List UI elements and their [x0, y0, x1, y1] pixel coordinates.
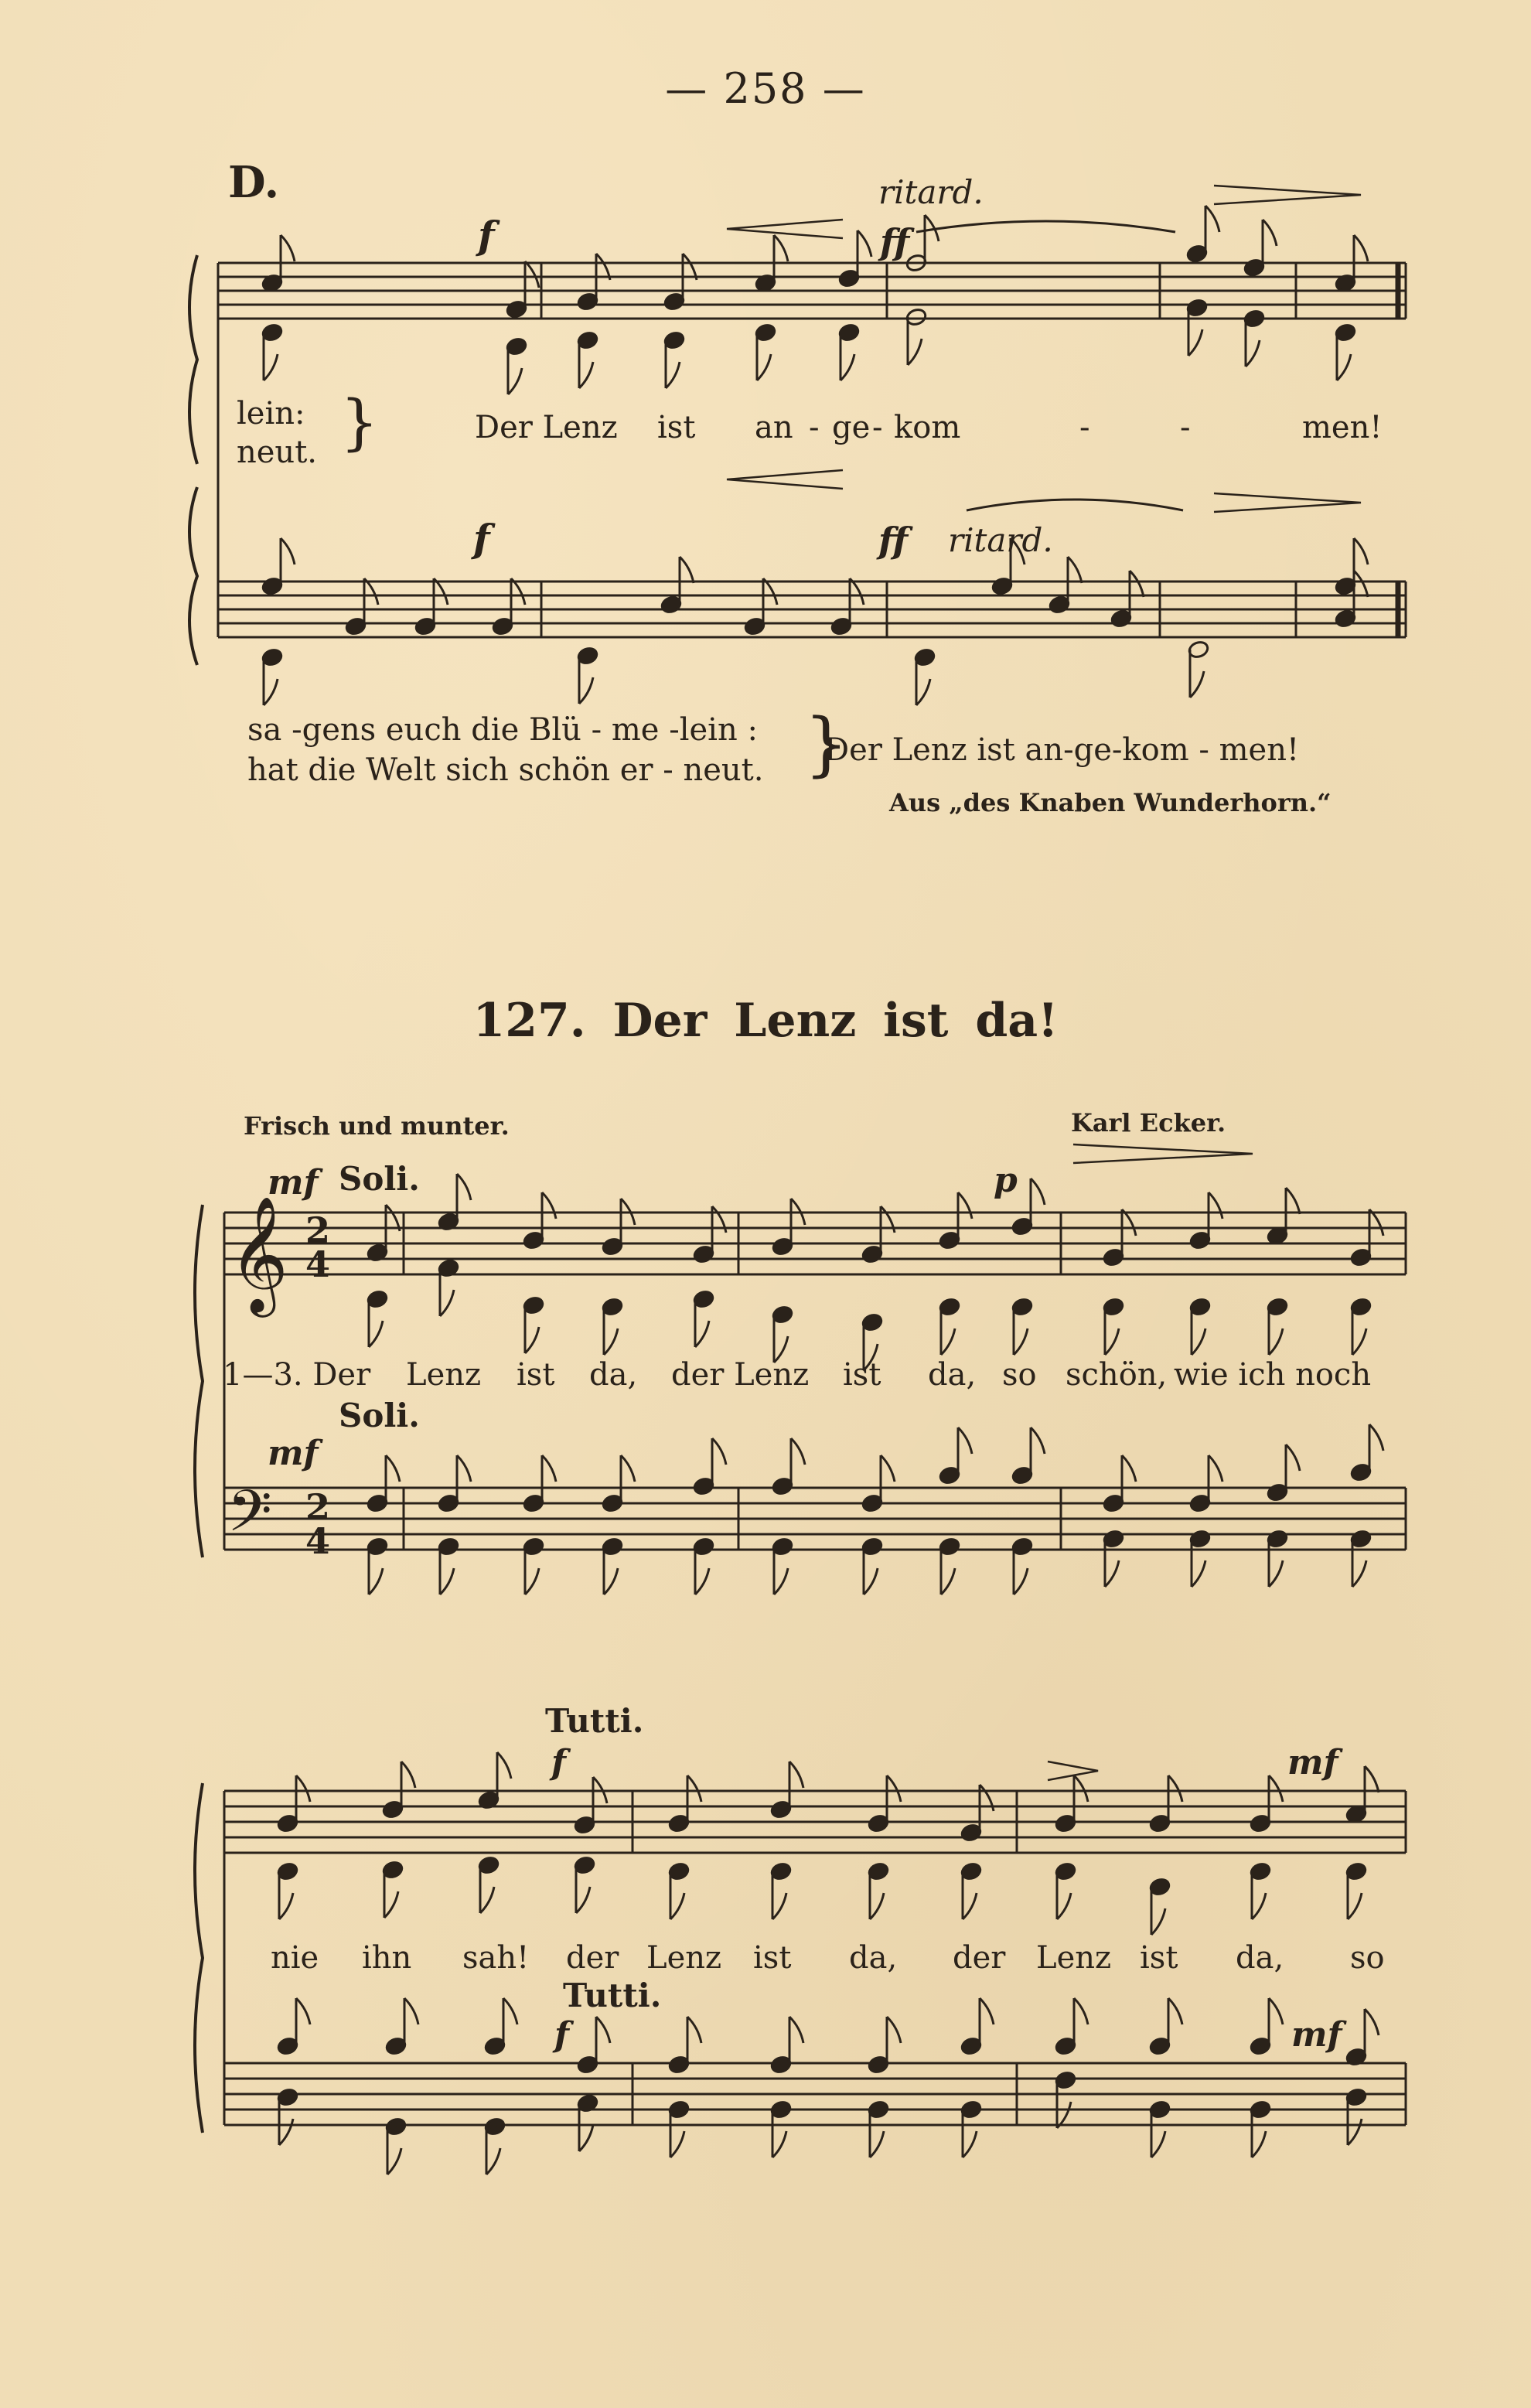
note-flag — [542, 1192, 556, 1219]
note-flag — [387, 2148, 401, 2174]
note-flag — [525, 1327, 539, 1353]
note-flag — [1130, 571, 1144, 597]
verse-end-1: lein: — [237, 396, 305, 431]
lyric-word: da, — [1236, 1940, 1284, 1976]
note-flag — [1014, 1328, 1028, 1355]
lyric-word: ist — [843, 1357, 881, 1393]
dynamic-ff: ff — [880, 221, 910, 263]
note-flag — [369, 1321, 383, 1347]
refrain-word: - — [1180, 410, 1191, 445]
system-brace — [189, 487, 197, 665]
soli-label: Soli. — [339, 1160, 420, 1198]
note-flag — [404, 1998, 418, 2024]
note-flag — [604, 1328, 618, 1355]
note-flag — [1105, 1560, 1119, 1587]
lyric-word: ihn — [362, 1940, 412, 1976]
note-flag — [281, 538, 295, 564]
note-flag — [881, 1455, 895, 1482]
note-flag — [774, 1568, 788, 1595]
dynamic-f: f — [478, 213, 495, 258]
lyric-word: wie ich noch — [1174, 1357, 1372, 1393]
note-flag — [621, 1455, 635, 1482]
slur — [967, 500, 1183, 510]
note-flag — [680, 557, 694, 583]
note-flag — [963, 2131, 977, 2157]
note-flag — [1031, 1178, 1045, 1205]
note-flag — [604, 1568, 618, 1595]
note-flag — [1031, 1427, 1045, 1454]
dynamic-ff-lower: ff — [878, 520, 909, 561]
note-flag — [1057, 1893, 1071, 1919]
note-flag — [666, 362, 680, 388]
note-flag — [596, 2017, 610, 2043]
brace-symbol: } — [340, 388, 379, 458]
time-signature-top: 2 — [305, 1209, 331, 1251]
note-flag — [1014, 1568, 1028, 1595]
refrain-word: men! — [1302, 410, 1383, 445]
lyric-word: 1—3. Der — [223, 1357, 371, 1393]
refrain-word: - — [1079, 410, 1090, 445]
dynamic-f-lower: f — [554, 2015, 569, 2055]
time-signature-top-bass: 2 — [305, 1486, 331, 1528]
note-flag — [1074, 1998, 1088, 2024]
note-flag — [757, 354, 771, 380]
song-title-text: Der Lenz ist da! — [612, 994, 1059, 1048]
song-number: 127. — [472, 994, 586, 1048]
note-flag — [1188, 329, 1202, 356]
lyric-word: ist — [517, 1357, 555, 1393]
note-flag — [497, 1752, 511, 1779]
note-flag — [542, 1455, 556, 1482]
dynamic-f-lower: f — [473, 516, 490, 561]
lyric-word: der Lenz — [671, 1357, 810, 1393]
note-flag — [264, 354, 278, 380]
dynamic-mf-lower: mf — [1291, 2015, 1342, 2055]
note-flag — [440, 1568, 454, 1595]
soli-label-lower: Soli. — [339, 1397, 420, 1434]
note-flag — [1286, 1188, 1300, 1214]
note-flag — [941, 1328, 955, 1355]
note-flag — [1348, 2119, 1362, 2145]
note-flag — [1074, 1775, 1088, 1802]
note-flag — [687, 1775, 701, 1802]
refrain-word: - — [809, 410, 820, 445]
dynamic-mf: mf — [268, 1163, 319, 1202]
note-flag — [508, 368, 522, 394]
ritard-marking: ritard. — [878, 173, 984, 211]
note-flag — [579, 677, 593, 704]
note-flag — [695, 1321, 709, 1347]
note-flag — [1269, 1775, 1283, 1802]
note-flag — [503, 1998, 517, 2024]
page-number: — 258 — — [665, 64, 866, 113]
note-flag — [1369, 1424, 1383, 1451]
note-flag — [870, 2131, 884, 2157]
note-flag — [480, 1887, 494, 1913]
note-flag — [1354, 571, 1368, 597]
lyric-word: der — [953, 1940, 1006, 1976]
note-flag — [791, 1438, 805, 1465]
note-flag — [525, 1568, 539, 1595]
note-flag — [525, 261, 539, 288]
refrain-word: - — [872, 410, 883, 445]
system-brace — [195, 1783, 203, 2133]
system-brace — [189, 255, 197, 464]
note-flag — [789, 1762, 803, 1788]
note-flag — [386, 1455, 400, 1482]
note-flag — [916, 679, 930, 705]
lyric-word: Lenz — [406, 1357, 482, 1393]
note-flag — [1269, 1998, 1283, 2024]
note-flag — [887, 1775, 901, 1802]
note-flag — [1354, 235, 1368, 261]
tutti-label-lower: Tutti. — [563, 1977, 662, 2014]
note-flag — [1269, 1328, 1283, 1355]
note-flag — [264, 679, 278, 705]
note-flag — [712, 1438, 726, 1465]
song-title — [0, 994, 1531, 1048]
dynamic-mf: mf — [1287, 1743, 1338, 1782]
lyric-word: da, — [589, 1357, 638, 1393]
note-flag — [1252, 2131, 1266, 2157]
decrescendo-hairpin — [1214, 493, 1361, 512]
note-flag — [1354, 538, 1368, 564]
source-attribution: Aus „des Knaben Wunderhorn.“ — [889, 788, 1332, 817]
lyric-word: ist — [1140, 1940, 1178, 1976]
dynamic-f: f — [551, 1743, 566, 1782]
note-flag — [858, 230, 871, 257]
refrain-word: Der Lenz — [475, 410, 618, 445]
note-flag — [296, 1998, 310, 2024]
note-flag — [576, 1887, 590, 1913]
note-flag — [1168, 1998, 1182, 2024]
decrescendo-hairpin — [1073, 1144, 1253, 1163]
note-flag — [1209, 1192, 1222, 1219]
note-flag — [772, 1893, 786, 1919]
crescendo-hairpin — [727, 470, 843, 489]
slur — [916, 221, 1175, 232]
note-flag — [687, 2017, 701, 2043]
lyric-word: ist — [753, 1940, 792, 1976]
lyric-line-2: hat die Welt sich schön er - neut. — [247, 752, 764, 788]
lyric-word: nie — [271, 1940, 319, 1976]
lyric-line-1: sa -gens euch die Blü - me -lein : — [247, 712, 758, 748]
lyric-refrain-lower: Der Lenz ist an-ge-kom - men! — [824, 732, 1300, 768]
note-flag — [1352, 1560, 1366, 1587]
verse-end-2: neut. — [237, 435, 317, 470]
note-flag — [870, 1893, 884, 1919]
note-flag — [579, 362, 593, 388]
note-flag — [958, 1192, 972, 1219]
dynamic-mf-lower: mf — [268, 1434, 319, 1473]
note-flag — [296, 1775, 310, 1802]
crescendo-hairpin — [727, 220, 843, 238]
lyric-word: Lenz — [646, 1940, 722, 1976]
note-flag — [1352, 1328, 1366, 1355]
note-flag — [695, 1568, 709, 1595]
lyric-word: so — [1350, 1940, 1385, 1976]
note-flag — [1348, 1893, 1362, 1919]
lyric-word: schön, — [1066, 1357, 1168, 1393]
time-signature-bottom: 4 — [305, 1243, 331, 1285]
lyric-word: der — [566, 1940, 619, 1976]
note-flag — [963, 1893, 977, 1919]
note-flag — [1269, 1560, 1283, 1587]
note-flag — [1168, 1775, 1182, 1802]
note-flag — [1286, 1444, 1300, 1471]
note-flag — [1105, 1328, 1119, 1355]
note-flag — [941, 1568, 955, 1595]
note-flag — [1122, 1455, 1136, 1482]
lyric-word: so — [1002, 1357, 1037, 1393]
lyric-word: da, — [849, 1940, 898, 1976]
note-flag — [457, 1455, 471, 1482]
note-flag — [1209, 1455, 1222, 1482]
note-flag — [958, 1427, 972, 1454]
note-flag — [774, 235, 788, 261]
note-flag — [1263, 220, 1277, 246]
note-flag — [1246, 340, 1260, 367]
note-flag — [369, 1568, 383, 1595]
composer: Karl Ecker. — [1071, 1108, 1226, 1137]
note-flag — [1365, 1766, 1379, 1792]
note-flag — [1151, 1908, 1165, 1935]
note-flag — [980, 1998, 994, 2024]
note-flag — [670, 2131, 684, 2157]
note-flag — [864, 1568, 878, 1595]
lyric-word: da, — [928, 1357, 977, 1393]
note-flag — [1252, 1893, 1266, 1919]
system-brace — [195, 1205, 203, 1557]
note-flag — [384, 1891, 398, 1918]
note-flag — [279, 1893, 293, 1919]
refrain-word: kom — [894, 410, 961, 445]
dynamic-p: p — [994, 1161, 1018, 1200]
note-flag — [1337, 354, 1351, 380]
brace-symbol: } — [804, 704, 849, 785]
note-flag — [887, 2017, 901, 2043]
lyric-word: Lenz — [1036, 1940, 1112, 1976]
lyric-word: sah! — [462, 1940, 530, 1976]
note-flag — [457, 1174, 471, 1200]
note-flag — [1190, 671, 1204, 698]
refrain-word: ge — [832, 410, 871, 445]
note-flag — [579, 2125, 593, 2151]
note-flag — [440, 1290, 454, 1316]
note-flag — [279, 2119, 293, 2145]
note-flag — [772, 2131, 786, 2157]
note-flag — [1068, 557, 1082, 583]
note-flag — [789, 2017, 803, 2043]
ritard-marking-lower: ritard. — [948, 521, 1053, 559]
note-flag — [670, 1893, 684, 1919]
tempo-marking: Frisch und munter. — [244, 1111, 510, 1141]
decrescendo-hairpin — [1214, 186, 1361, 204]
bass-clef-icon: 𝄢 — [227, 1478, 272, 1559]
tutti-label: Tutti. — [545, 1702, 644, 1740]
note-flag — [1192, 1328, 1205, 1355]
note-flag — [281, 235, 295, 261]
note-flag — [486, 2148, 500, 2174]
refrain-word: an — [755, 410, 793, 445]
time-signature-bottom-bass: 4 — [305, 1520, 331, 1562]
note-flag — [908, 339, 922, 365]
note-flag — [1365, 2009, 1379, 2035]
refrain-word: ist — [657, 410, 696, 445]
note-flag — [401, 1762, 415, 1788]
treble-clef-icon: 𝄞 — [229, 1195, 288, 1312]
note-flag — [841, 354, 854, 380]
note-flag — [1192, 1560, 1205, 1587]
section-mark: D. — [228, 157, 280, 208]
note-flag — [1205, 206, 1219, 232]
note-flag — [1151, 2131, 1165, 2157]
